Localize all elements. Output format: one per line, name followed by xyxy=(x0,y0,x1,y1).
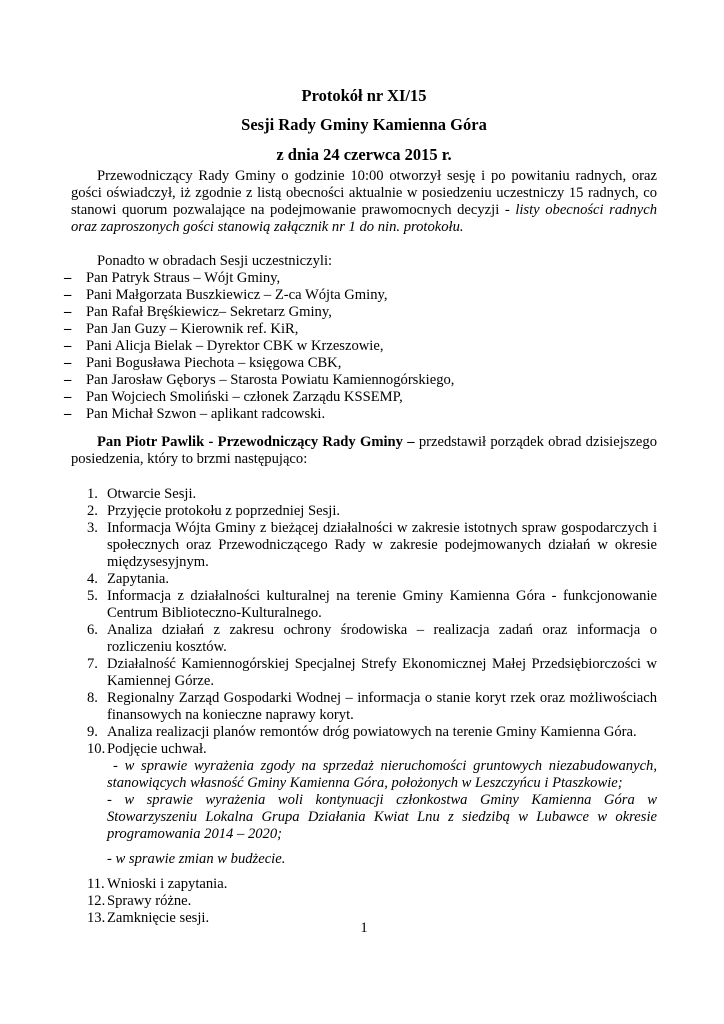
agenda-list xyxy=(71,486,657,927)
attendee-item: – Pan Wojciech Smoliński – członek Zarządu KSSEMP, xyxy=(71,389,657,406)
agenda-item-text: Analiza realizacji planów remontów dróg powiatowych na terenie Gminy Kamienna Góra. xyxy=(107,724,637,740)
attendee-item: – Pan Michał Szwon – aplikant radcowski. xyxy=(71,406,657,423)
session-date: z dnia 24 czerwca 2015 r. xyxy=(276,145,452,164)
agenda-item-text: Przyjęcie protokołu z poprzedniej Sesji. xyxy=(107,503,341,519)
resolution-item: - w sprawie wyrażenia zgody na sprzedaż nieruchomości gruntowych niezabudowanych, stanowiących własność Gminy Kamienna Góra, położonych w Leszczyńcu i Ptaszkowie; xyxy=(107,758,657,791)
agenda-item xyxy=(71,622,657,656)
attendee-item: – Pani Bogusława Piechota – księgowa CBK, xyxy=(71,355,657,372)
agenda-section xyxy=(71,486,657,927)
agenda-item-text: Podjęcie uchwał. xyxy=(107,741,207,757)
attendance-list xyxy=(71,270,657,423)
agenda-item-number: 5. xyxy=(87,588,98,604)
agenda-item-text: Informacja Wójta Gminy z bieżącej działalności w zakresie istotnych spraw gospodarczych i społecznych oraz Przewodniczącego Rady w zakresie podejmowanych działań w okresie międzysesyjnym. xyxy=(107,520,657,570)
intro-italic-note: listy obecności radnych oraz zaproszonych gości stanowią załącznik nr 1 do nin. protokołu. xyxy=(71,202,657,235)
agenda-item xyxy=(71,520,657,571)
attendee-item: – Pani Alicja Bielak – Dyrektor CBK w Krzeszowie, xyxy=(71,338,657,355)
agenda-item-text: Sprawy różne. xyxy=(107,893,192,909)
agenda-item-text: Zamknięcie sesji. xyxy=(107,910,210,926)
agenda-item xyxy=(71,588,657,622)
agenda-item-number: 11. xyxy=(87,876,105,892)
agenda-item xyxy=(71,503,657,520)
agenda-item-number: 6. xyxy=(87,622,98,638)
agenda-item xyxy=(71,486,657,503)
agenda-item-text: Informacja z działalności kulturalnej na terenie Gminy Kamienna Góra - funkcjonowanie Centrum Biblioteczno-Kulturalnego. xyxy=(107,588,657,621)
agenda-item-number: 8. xyxy=(87,690,98,706)
agenda-item-number: 1. xyxy=(87,486,98,502)
protocol-title: Protokół nr XI/15 xyxy=(301,86,427,105)
agenda-item xyxy=(71,656,657,690)
agenda-item xyxy=(71,876,657,893)
attendee-item: – Pani Małgorzata Buszkiewicz – Z-ca Wójta Gminy, xyxy=(71,287,657,304)
attendee-item: – Pan Rafał Bręśkiewicz– Sekretarz Gminy, xyxy=(71,304,657,321)
chair-name: Pan Piotr Pawlik - Przewodniczący Rady Gminy – xyxy=(97,434,415,450)
agenda-item-number: 9. xyxy=(87,724,98,740)
chair-text: przedstawił porządek obrad dzisiejszego posiedzenia, który to brzmi następująco: xyxy=(71,434,657,467)
agenda-item-number: 3. xyxy=(87,520,98,536)
attendee-item: – Pan Patryk Straus – Wójt Gminy, xyxy=(71,270,657,287)
agenda-item xyxy=(71,741,657,876)
page-number: 1 xyxy=(360,920,368,936)
intro-paragraph xyxy=(71,168,657,236)
session-title: Sesji Rady Gminy Kamienna Góra xyxy=(241,115,487,134)
attendance-lead: Ponadto w obradach Sesji uczestniczyli: xyxy=(97,253,333,269)
intro-text: Przewodniczący Rady Gminy o godzinie 10:00 otworzył sesję i po powitaniu radnych, oraz gości oświadczył, iż zgodnie z listą obecności aktualnie w posiedzeniu uczestniczy 15 radnych, co stanowi quorum pozwalające na podejmowanie prawomocnych decyzji - xyxy=(71,168,657,218)
agenda-item-text: Działalność Kamiennogórskiej Specjalnej Strefy Ekonomicznej Małej Przedsiębiorczości w Kamiennej Górze. xyxy=(107,656,657,689)
agenda-item-text: Otwarcie Sesji. xyxy=(107,486,197,502)
agenda-item xyxy=(71,571,657,588)
attendee-item: – Pan Jarosław Gęborys – Starosta Powiatu Kamiennogórskiego, xyxy=(71,372,657,389)
resolution-item: - w sprawie zmian w budżecie. xyxy=(107,851,286,867)
agenda-item-number: 4. xyxy=(87,571,98,587)
agenda-item xyxy=(71,724,657,741)
attendee-item: – Pan Jan Guzy – Kierownik ref. KiR, xyxy=(71,321,657,338)
agenda-item-number: 12. xyxy=(87,893,106,909)
resolutions-list xyxy=(107,758,657,876)
agenda-item-number: 7. xyxy=(87,656,98,672)
agenda-item-number: 2. xyxy=(87,503,98,519)
chair-paragraph xyxy=(71,434,657,468)
agenda-item-text: Regionalny Zarząd Gospodarki Wodnej – informacja o stanie koryt rzek oraz możliwościach finansowych na konieczne naprawy koryt. xyxy=(107,690,657,723)
agenda-item xyxy=(71,690,657,724)
agenda-item-text: Analiza działań z zakresu ochrony środowiska – realizacja zadań oraz informacja o rozliczeniu kosztów. xyxy=(107,622,657,655)
attendance-section xyxy=(71,253,657,423)
agenda-item-number: 10. xyxy=(87,741,106,757)
agenda-item-number: 13. xyxy=(87,910,106,926)
agenda-item-text: Wnioski i zapytania. xyxy=(107,876,228,892)
agenda-item xyxy=(71,893,657,910)
resolution-item: - w sprawie wyrażenia woli kontynuacji członkostwa Gminy Kamienna Góra w Stowarzyszeniu Lokalna Grupa Działania Kwiat Lnu z siedzibą w Lubawce w okresie programowania 2014 – 2020; xyxy=(107,792,657,842)
agenda-item-text: Zapytania. xyxy=(107,571,169,587)
